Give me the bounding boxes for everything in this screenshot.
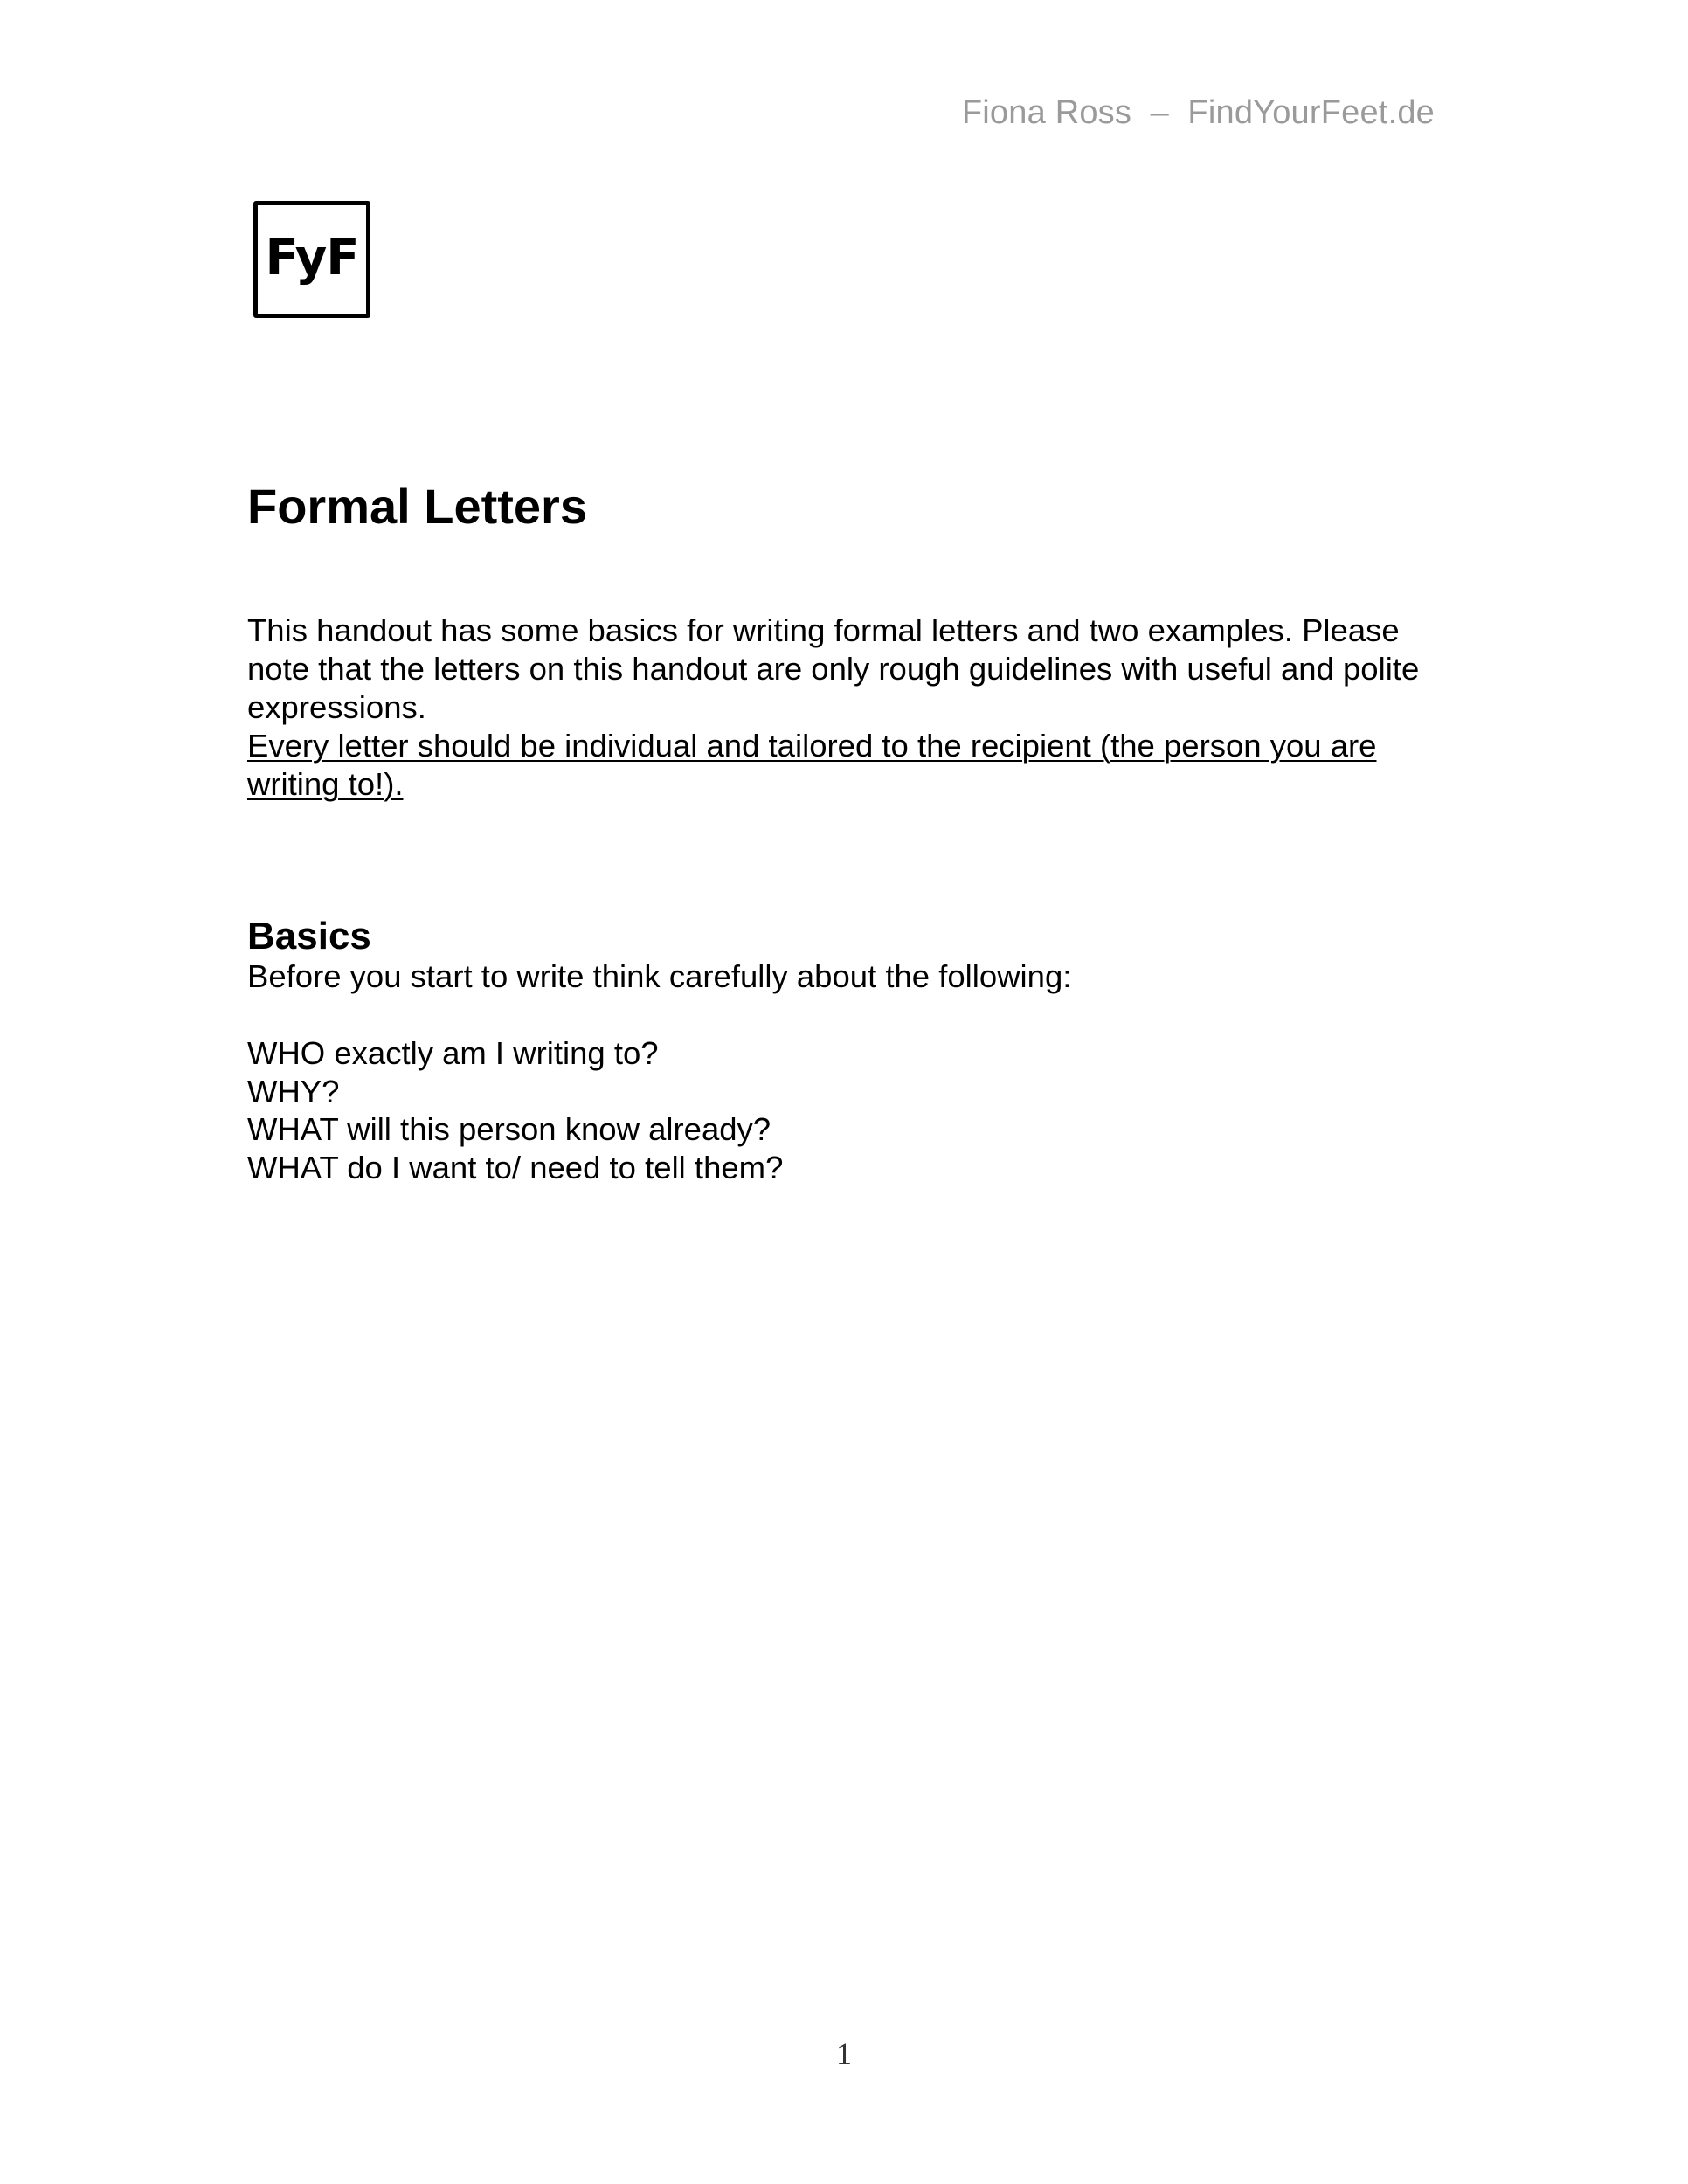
fyf-logo <box>253 201 370 318</box>
intro-underlined-note: Every letter should be individual and tailored to the recipient (the person you are writing to!). <box>247 728 1377 802</box>
page-title: Formal Letters <box>247 479 587 534</box>
question-item: WHAT will this person know already? <box>247 1111 771 1147</box>
basics-heading: Basics <box>247 915 371 957</box>
question-item: WHY? <box>247 1073 340 1109</box>
page-header: Fiona Ross – FindYourFeet.de <box>961 94 1435 131</box>
logo-text: FyF <box>265 229 359 287</box>
question-item: WHO exactly am I writing to? <box>247 1035 659 1071</box>
intro-paragraph: This handout has some basics for writing formal letters and two examples. Please note that the letters on this handout are only rough guidelines with useful and polite expressions. <box>247 612 1420 725</box>
question-item: WHAT do I want to/ need to tell them? <box>247 1149 784 1185</box>
page-number: 1 <box>836 2036 852 2071</box>
questions-list <box>247 1034 783 1186</box>
basics-lead: Before you start to write think carefully about the following: <box>247 958 1072 994</box>
intro-section <box>247 612 1453 804</box>
